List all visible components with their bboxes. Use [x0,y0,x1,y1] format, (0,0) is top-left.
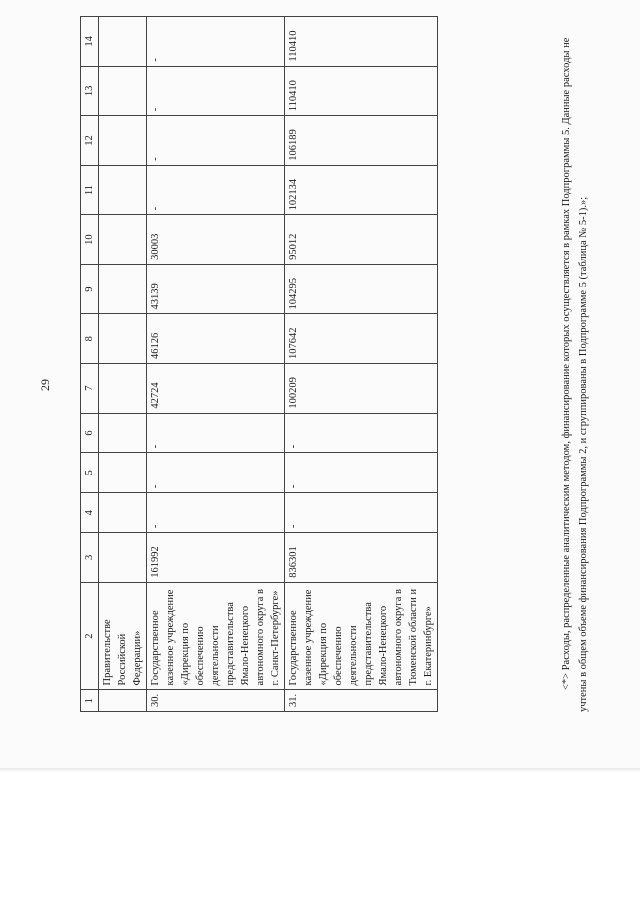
value-cell: 107642 [285,314,438,364]
value-cell [99,364,147,414]
column-number-cell: 11 [81,165,99,215]
institution-name-cell: Правительстве Российской Федерации» [99,582,147,690]
row-number-cell [99,690,147,712]
column-number-cell: 12 [81,116,99,166]
value-cell: - [147,413,285,453]
value-cell: 836301 [285,533,438,583]
value-cell [99,493,147,533]
value-cell: - [147,493,285,533]
value-cell [99,66,147,116]
column-number-cell: 10 [81,215,99,265]
table-row [147,17,285,712]
value-cell: - [147,453,285,493]
row-number-cell: 31. [285,690,438,712]
value-cell [99,17,147,67]
column-number-cell: 6 [81,413,99,453]
value-cell: - [285,453,438,493]
column-number-cell: 2 [81,582,99,690]
value-cell [99,533,147,583]
value-cell: 46126 [147,314,285,364]
column-number-cell: 14 [81,17,99,67]
table-row [99,17,147,712]
value-cell: - [147,165,285,215]
value-cell: 30003 [147,215,285,265]
value-cell: 43139 [147,264,285,314]
value-cell [99,413,147,453]
value-cell: - [147,66,285,116]
column-number-cell: 13 [81,66,99,116]
table-header-row [81,17,99,712]
value-cell: 110410 [285,66,438,116]
page-number: 29 [38,379,52,391]
institution-name-cell: Государственное казенное учреждение «Дирекция по обеспечению деятельности представительства Ямало-Ненецкого автономного округа в Тюменской области и г. Екатеринбурге» [285,582,438,690]
value-cell: - [147,17,285,67]
value-cell: 104295 [285,264,438,314]
value-cell [99,215,147,265]
financing-table [80,16,438,712]
value-cell: 42724 [147,364,285,414]
column-number-cell: 1 [81,690,99,712]
value-cell: - [285,413,438,453]
column-number-cell: 3 [81,533,99,583]
row-number-cell: 30. [147,690,285,712]
column-number-cell: 4 [81,493,99,533]
column-number-cell: 5 [81,453,99,493]
value-cell: - [285,493,438,533]
column-number-cell: 8 [81,314,99,364]
value-cell [99,264,147,314]
paper-edge [0,768,640,772]
value-cell [99,116,147,166]
institution-name-cell: Государственное казенное учреждение «Дирекция по обеспечению деятельности представительства Ямало-Ненецкого автономного округа в г. Санкт-Петербурге» [147,582,285,690]
table-row [285,17,438,712]
value-cell: 161992 [147,533,285,583]
value-cell: - [147,116,285,166]
value-cell: 95012 [285,215,438,265]
value-cell: 102134 [285,165,438,215]
value-cell [99,453,147,493]
value-cell [99,314,147,364]
column-number-cell: 7 [81,364,99,414]
footnote-line-1: <*> Расходы, распределенные аналитическим методом, финансирование которых осуществляется в рамках Подпрограммы 5. Данные расходы не [561,37,572,690]
footnote-line-2: учтены в общем объеме финансирования Подпрограммы 2, и сгруппированы в Подпрограмме 5 (таблица № 5-1).»; [578,196,589,712]
value-cell: 106189 [285,116,438,166]
value-cell [99,165,147,215]
value-cell: 100209 [285,364,438,414]
column-number-cell: 9 [81,264,99,314]
value-cell: 110410 [285,17,438,67]
footnote [558,16,592,712]
